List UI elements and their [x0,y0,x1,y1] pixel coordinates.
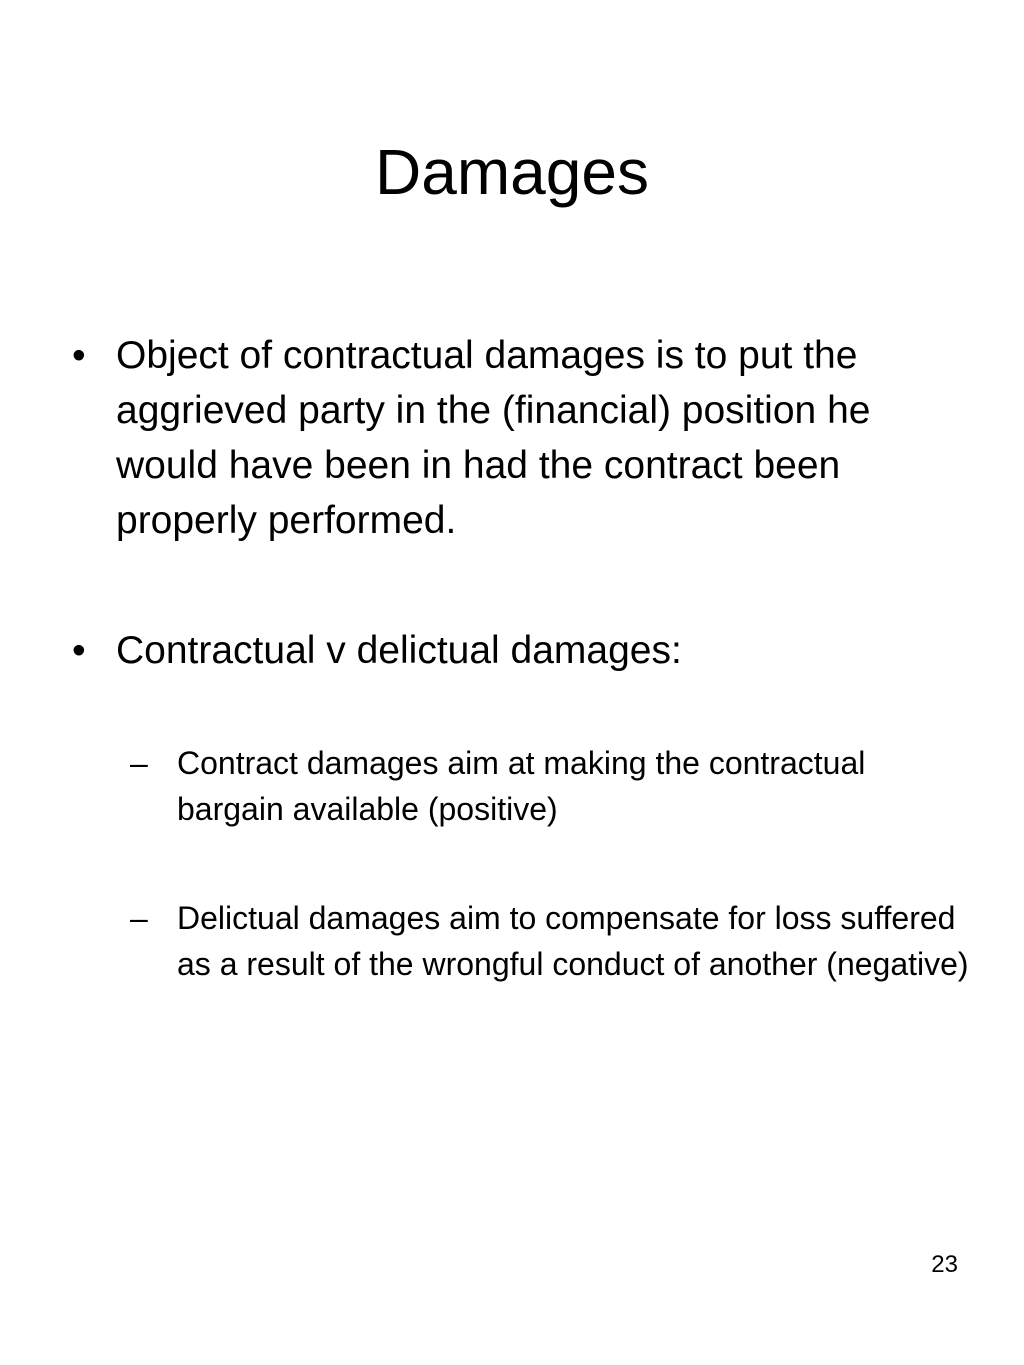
bullet-text: Contractual v delictual damages: [116,629,682,672]
slide-title: Damages [375,136,649,208]
sub-bullet-item [130,740,977,832]
bullet-item [72,623,976,678]
bullet-item [72,328,976,548]
sub-bullet-marker: – [130,900,148,936]
bullet-marker: • [72,334,86,377]
bullet-text: Object of contractual damages is to put the aggrieved party in the (financial) position he would have been in had the contract been properly performed. [116,334,871,542]
bullet-marker: • [72,629,86,672]
sub-bullet-text: Delictual damages aim to compensate for loss suffered as a result of the wrongful conduct of another (negative) [177,900,969,982]
sub-bullet-text: Contract damages aim at making the contractual bargain available (positive) [177,745,866,827]
sub-bullet-marker: – [130,745,148,781]
sub-bullet-item [130,895,977,987]
page-number: 23 [931,1251,958,1278]
